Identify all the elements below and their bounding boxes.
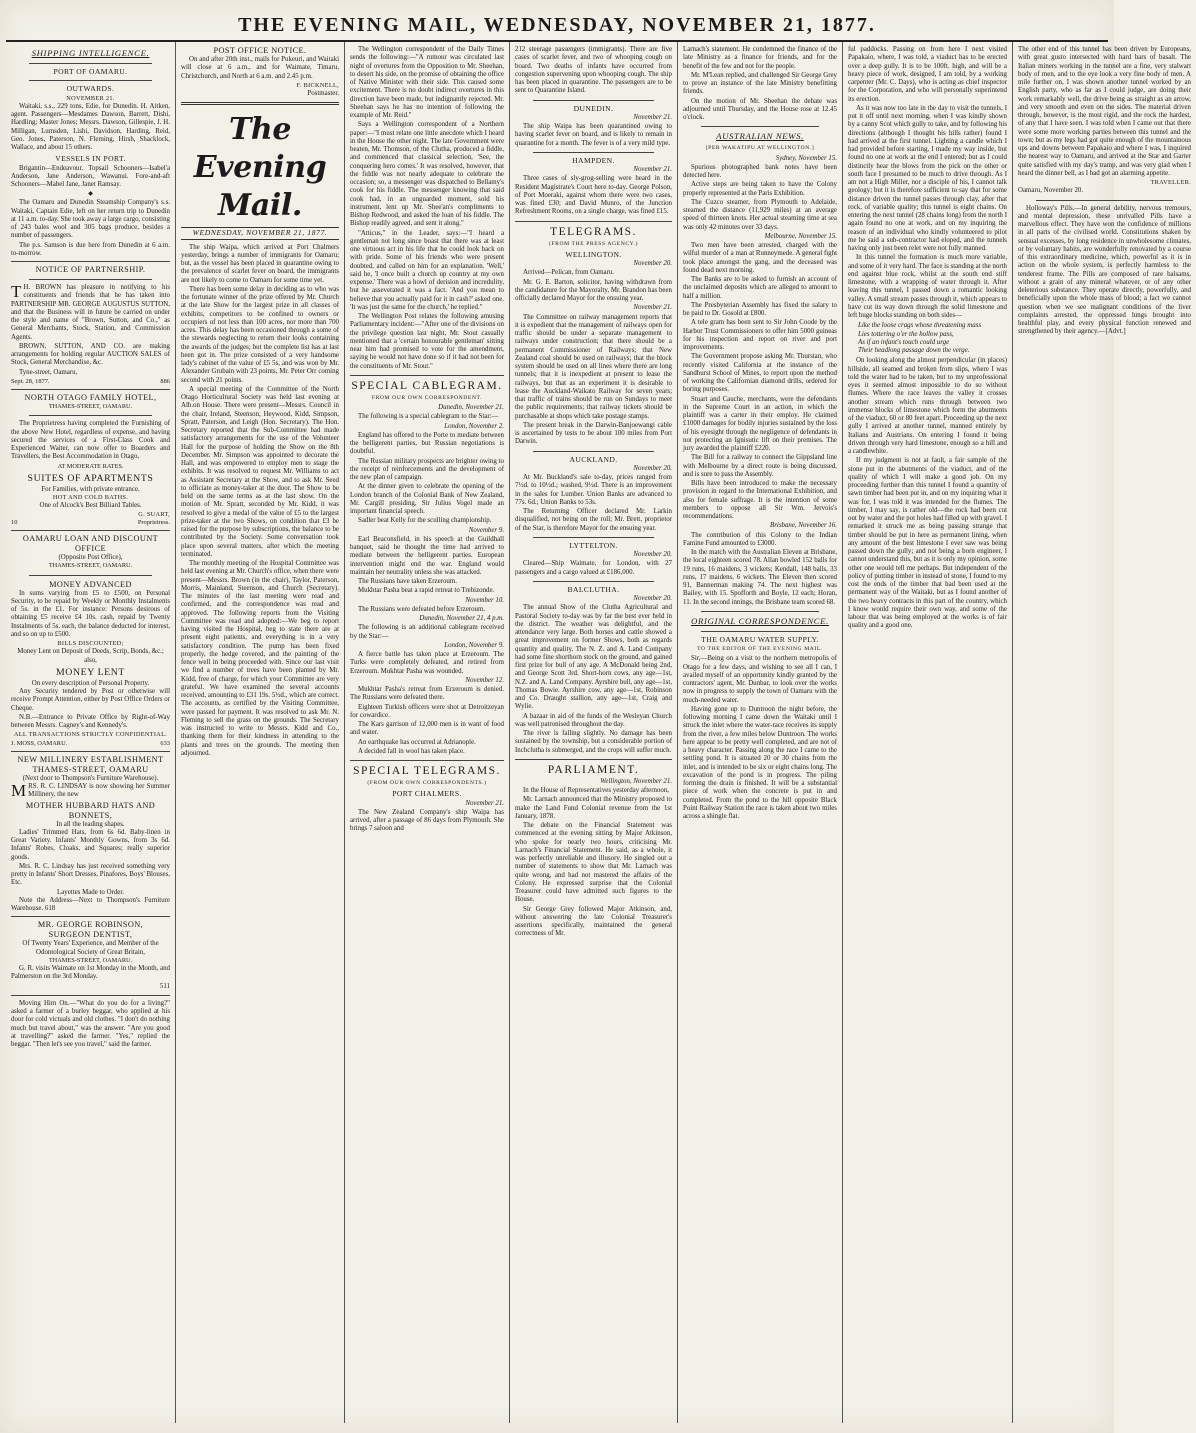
proprietor-footer <box>11 519 170 527</box>
port-chalmers-title: PORT CHALMERS. <box>392 789 462 799</box>
suites-text: For Families, with private entrance. <box>41 485 140 493</box>
london-text: England has offered to the Porte to mediate between the belligerent parties, but Russian negotiations is doubtful. <box>350 431 504 456</box>
signature: TRAVELLER. <box>1150 179 1191 186</box>
column-6 <box>842 42 1012 1423</box>
stuart-text: Stuart and Cauche, merchants, were the defendants in the Supreme Court in an action, in which the plaintiff was a carter in their employ. He claimed £1000 damages for bodily injuries sustained by the loss of his eyesight through the negligence of defendants in not protecting an Ignisutic lift on their premises. The jury awarded the plaintiff £220. <box>683 395 837 452</box>
vessels-heading: VESSELS IN PORT. <box>55 154 126 164</box>
dunedin-date: Dunedin, November 21, 4 p.m. <box>419 615 504 622</box>
baths-text: HOT AND COLD BATHS. <box>52 494 129 501</box>
looking-text: On looking along the almost perpendicular (in places) hillside, all seamed and broken from slips, where I was told the water had to be taken, but to my unprofessional eyes it seemed almost impossible to do so without flumes. Where the race leaves the valley it crosses another stream which runs through between two immense blocks of limestone which form the abutments of the viaduct, 60 or 80 feet apart. Proceeding up the next gully I arrived at another tunnel, manned entirely by Italians and Austrians. On entering I found it being driven through very hard limestone, enough so a hill and a candlewhite. <box>848 357 1007 455</box>
wellington-title: WELLINGTON. <box>565 249 622 259</box>
outwards-heading: OUTWARDS. <box>66 84 115 94</box>
london2-date: London, November 9. <box>444 641 504 649</box>
notice-number: 886 <box>160 377 170 385</box>
hotel-text: The Proprietress having completed the Furnishing of the above New Hotel, regardless of expense, and having secured the services of a First-Class Cook and Experienced Waiter, can now offer to Boarders and Travellers, the Best Accommodation in Otago, <box>11 420 170 461</box>
tunnel-text: As it was now too late in the day to visit the tunnels, I put it off until next morning, when I was kindly shown by a canny Scot which gully to take, and by following his directions (although I thought his hills rather) found I had arrived at the first tunnel. Lighting a candle which I had provided before starting, I made my way inside, but found no one at work at the end I entered; but as I could distinctly hear the blows from the pick on the other or south face I presumed to be much to drive through. As I am not a High Miller, nor a disciple of his, I cannot talk geology; but it is therefore sufficient to say that for some distance driven the tunnel passes through clay, after that rock, of variable quality; this tunnel is eight chains. On entering the next tunnel (28 chains long) from the north I again found no one at work, and on my inquiring the reason of an individual who kindly volunteered to pilot me he said a sub-contractor had eloped, and the tunnels having only just been relet were not fully manned. <box>848 104 1007 252</box>
poem-line: As if an infant's touch could urge <box>858 338 950 346</box>
tunnel-text-2: In this tunnel the formation is much more variable, and some of it very hard. The face is standing at the north end against blue rock, whilst at the south end stiff limestone, with a wrapping of water through it. After leaving this tunnel, I passed down a romantic looking valley. A small stream passes through it, which appears to have cut its way down through the solid limestone and left huge blocks standing on both sides— <box>848 254 1007 319</box>
masthead: THE EVENING MAIL, WEDNESDAY, NOVEMBER 21, 1877. <box>6 6 1108 42</box>
nov9-date: November 9. <box>468 526 504 534</box>
dunedin-date: November 21. <box>633 113 672 121</box>
money-lent-text: On every description of Personal Property. <box>31 679 150 687</box>
poem-line: Their headlong passage down the verge. <box>858 347 970 354</box>
poem-line: Like the loose crags whose threatening mass <box>858 322 981 330</box>
government-text: The Government propose asking Mr. Thurstan, who recently visited California at the instance of the Sandhurst School of Mines, to report upon the method of working the Californian diamond drills, ordered for boring purposes. <box>683 353 837 394</box>
nb-text: N.B.—Entrance to Private Office by Right-of-Way between Messrs. Cagney's and Kennedy's. <box>11 713 170 729</box>
address-body: Note the Address—Next to Thompson's Furniture Warehouse. <box>11 896 170 912</box>
paddocks-text: ful paddocks. Passing on from here I next visited Papakaio, where, I was told, a viaduct has to be erected over a deep gully. It is to be 100ft. high, and will be a heavy piece of work, designed, I am told, by a working carpenter (Mr. C. Days), who is acting as chief inspector for the Corporation, and who will personally superintend its erection. <box>848 46 1007 103</box>
surgeon-title: SURGEON DENTIST, <box>48 930 133 940</box>
banks-text: The Banks are to be asked to furnish an account of the unclaimed deposits which are alleged to amount to half a million. <box>683 276 837 300</box>
telegrams-title: SPECIAL TELEGRAMS. <box>353 765 501 777</box>
earthquake-text: An earthquake has occurred at Adrianople. <box>358 738 476 746</box>
presbyterian-text: The Presbyterian Assembly has fixed the salary to be paid to Dr. Gosold at £800. <box>683 301 837 317</box>
millinery-advert <box>11 751 170 914</box>
divider <box>533 581 654 582</box>
russia-text: The Russian military prospects are brighter owing to the receipt of reinforcements and the development of the new plan of campaign. <box>350 457 504 481</box>
auckland-text: At Mr. Buckland's sale to-day, prices ranged from 7½d. to 10½d.; washed, 9½d. There is an improvement in the sales for Lumber. Union Banks are advanced to 77s. 6d.; Union Banks to 53s. <box>515 474 672 506</box>
money-advanced: MONEY ADVANCED <box>49 579 132 589</box>
proprietor-role: Proprietress. <box>137 518 170 526</box>
fierce-text: A fierce battle has taken place at Erzeroum. The Turks were completely defeated, and retired from Erzeroum. Mukhtar Pasha was wounded. <box>350 651 504 675</box>
signature-date: Oamaru, November 20. <box>1018 187 1084 195</box>
turkish-text: Eighteen Turkish officers were shot at Detroitzeyan for cowardice. <box>350 703 504 719</box>
engineer-text: If my judgment is not at fault, a fair sample of the stone put in the abutments of the viaduct, and of the quality of which I will make a good job. On my proceeding further than this tunnel I found a quantity of sawn timber had been put in, and on my inquiring what it was for, I was told it was intended for the flumes. The timber, I may say, is rather old—the rock had been cut out by water and the pot holes had filled up with gravel. I remarked it struck me as being passing strange that timber should be put in here as permanent lining, when any amount of the best limestone I ever saw was being passed down the gully; and not being a born engineer, I cannot understand this, but as it is only my opinion, some other one would tell me perhaps. But independent of the policy of putting timber in instead of stone, I found to my cost the ends of the timber that had been used at the permanent way of the Waitaki, but as I found another of the two heavy contracts in this part of the country, which I know would require their own way, and some of the labour that was being employed at the works is of fair quality and a good one. <box>848 457 1007 630</box>
australian-news-title: AUSTRALIAN NEWS. <box>716 131 804 142</box>
pelican-text: Arrived—Pelican, from Oamaru. <box>523 269 615 277</box>
steps-text: Active steps are being taken to have the Colony properly represented at the Paris Exhibition. <box>683 181 837 197</box>
sydney-date: Sydney, November 15. <box>775 154 837 162</box>
divider <box>701 631 819 632</box>
post-title: POST OFFICE NOTICE. <box>213 46 307 55</box>
telegrams-sub: (FROM OUR OWN CORRESPONDENTS.) <box>367 780 487 786</box>
loan-text: In sums varying from £5 to £500, on Personal Security, to be repaid by Weekly or Monthly Instalments of 5s. in the £1. For instance: Persons desirous of obtaining £5 receive £4 10s. cash, repaid by Twenty Instalments of 5s. each, the balance deducted for interest, and so on up to £500. <box>11 589 170 638</box>
loan-sub: (Opposite Post Office), <box>58 554 123 561</box>
loan-street: THAMES-STREET, OAMARU. <box>48 562 133 570</box>
steerage-text: 212 steerage passengers (immigrants). There are five cases of scarlet fever, and two of whooping cough on board. Two deaths of infants have occurred from congestion supervening upon whooping cough. The ship has been placed in quarantine. The passengers are to be sent to Quarantine Island. <box>515 46 672 95</box>
parliament-intro: In the House of Representatives yesterday afternoon, <box>523 787 669 794</box>
post-sign: F. BICKNELL, <box>296 81 339 89</box>
divider <box>701 611 819 612</box>
divider <box>29 575 152 576</box>
hubbard-title: MOTHER HUBBARD HATS AND BONNETS, <box>25 800 156 820</box>
post-text: On and after 20th inst., mails for Pukeuri, and Waitaki will close at 6 a.m., and for Waimate, Timaru, Christchurch, and North at 6 a.m. and 2.45 p.m. <box>181 56 339 80</box>
column-3 <box>344 42 509 1423</box>
notice-body: H. BROWN has pleasure in notifying to his constituents and friends that he has taken into PARTNERSHIP MR. GEORGE AUGUSTUS SUTTON, and that the Business will in future be carried on under the style and name of "Brown, Sutton, and Co.," as General Merchants, Stock, Station, and Commission Agents. <box>11 284 170 341</box>
samson-text: The p.s. Samson is due here from Dunedin at 6 a.m. to-morrow. <box>11 241 170 257</box>
auckland-title: AUCKLAND. <box>569 454 618 464</box>
kars2-text: The Kars garrison of 12,000 men is in want of food and water. <box>350 721 504 737</box>
mail-date: WEDNESDAY, NOVEMBER 21, 1877. <box>181 227 339 239</box>
lindsay-text: Mrs. R. C. Lindsay has just received something very pretty in Infants' Short Dresses, Pinafores, Boys' Blouses, Etc. <box>11 862 170 887</box>
correspondence-title: ORIGINAL CORRESPONDENCE. <box>691 615 829 626</box>
lyttelton-text: Cleared—Ship Waimate, for London, with 27 passengers and a cargo valued at £186,000. <box>515 560 672 576</box>
nov12-date: November 12. <box>465 676 504 684</box>
tables-text: One of Alcock's Best Billiard Tables. <box>39 502 142 510</box>
address-number: 618 <box>44 905 56 912</box>
defeated-text: The Russians were defeated before Erzeroum. <box>358 605 486 613</box>
robinson-visits: G. R. visits Waimate on 1st Monday in the Month, and Palmerston on the 3rd Monday. <box>11 965 170 981</box>
robinson-title <box>11 920 170 930</box>
hubbard-sub: In all the leading shapes. <box>56 820 125 828</box>
larnach-text: Larnach's statement. He condemned the finance of the late Ministry as a finance for friends, and for the benefit of the few and not for the people. <box>683 46 837 70</box>
poem-line: Lies tottering o'er the hollow pass, <box>858 330 954 338</box>
grey-text: Sir George Grey followed Major Atkinson, and, without answering the late Colonial Treasurer's assertions specifically, maintained the general correctness of Mr. <box>515 905 672 938</box>
outwards-text: Waitaki, s.s., 229 tons, Edie, for Dunedin. H. Aitken, agent. Passengers—Mesdames Dawson, Barrett, Dishi, Hardling; Master Jones; Messrs. Dawson, Gillespie, J. H. Milligan, Lumsden, Lishi, Davidson, Harding, Reid, Geo. Jones, Paterson, N. Fleming, Hirsh, Shacklock, Wallace, and about 15 others. <box>11 102 170 151</box>
water-supply-title: THE OAMARU WATER SUPPLY. <box>701 634 819 644</box>
australian-news-sub: [PER WAKATIPU AT WELLINGTON.] <box>705 145 815 152</box>
hospital-text: The monthly meeting of the Hospital Committee was held last evening at Mr. Church's office, when there were present—Messrs. Brown (in the chair), Taylor, Paterson, Morris, Mainland, Steenson, and Church (Secretary). The minutes of the last meeting were read and confirmed, and the correspondence was read and approved. The following reports from the Visiting Committee was read and adopted:—We beg to report having visited the Hospital, beg to state there are at present eight patients, and everything is in a very satisfactory condition. The pump has been fixed properly, the hedge covered, and the painting of the fence well in being proceeded with. Since our last visit we find a number of trees have been planted by Mr. Kidd, free of charge, for which your Committee are very grateful. We have examined the several accounts received, amounting to £31 19s. 5½d., which are correct. The accounts, as certified by the Visiting Committee, were passed for payment. It was resolved to ask Mr. N. Fleming to sell the grass on the grounds. The Secretary was instructed to write to Messrs. Kidd and Co., thanking them for their kindness in attending to the plants and trees on the grounds. The meeting then adjourned. <box>181 560 339 757</box>
robinson-dropcap: M <box>37 920 46 930</box>
nov10-date: November 10. <box>465 596 504 604</box>
divider <box>11 995 170 996</box>
port-chalmers-text: The New Zealand Company's ship Waipa has arrived, after a passage of 86 days from Plymouth. She brings 7 saloon and <box>350 808 504 833</box>
telegrams-sub: (FROM THE PRESS AGENCY.) <box>548 240 639 247</box>
layettes-text: Layettes Made to Order. <box>57 888 124 896</box>
vessels-text: Brigantin—Endeavour. Topsail Schooners—Isabel'a Anderson, Jane Anderson, Wawanui. Fore-and-aft Schooners—Mabel Jane, Janet Ramsay. <box>11 164 170 188</box>
notice-text <box>11 284 170 342</box>
divider <box>533 100 654 101</box>
divider <box>533 451 654 452</box>
divider <box>29 80 152 81</box>
divider <box>533 537 654 538</box>
hampden-text: Three cases of sly-grog-selling were heard in the Resident Magistrate's Court here to-day. George Polson, of Port Moeraki, against whom there were two cases, was fined £30; and David Munro, of the Junction Refreshment Rooms, on a single charge, was fined £15. <box>515 175 672 216</box>
notice-advert <box>11 261 170 386</box>
confidential-text: ALL TRANSACTIONS STRICTLY CONFIDENTIAL. <box>13 731 168 739</box>
darwin-text: The present break in the Darwin-Banjoewangi cable is ascertained by tests to be about 100 miles from Port Darwin. <box>515 421 672 446</box>
notice-footer <box>11 378 170 386</box>
cablegram-sub: FROM OUR OWN CORRESPONDENT. <box>371 394 483 401</box>
lyttelton-title: LYTTELTON. <box>569 540 618 550</box>
bills-text: Money Lent on Deposit of Deeds, Scrip, Bonds, &c.; also, <box>17 648 164 664</box>
kars-text: The Russians have taken Erzeroum. <box>358 578 457 585</box>
outwards-date: NOVEMBER 21. <box>66 94 115 102</box>
hotel-street: THAMES-STREET, OAMARU. <box>48 403 133 410</box>
special-meeting-text: A special meeting of the Committee of the North Otago Horticultural Society was held last evening at Alb.on House. There were present—Messrs. Council in the chair, Ireland, Steenson, Heywood, Kidd, Simpson, Spratt, Paterson, and Leigh (Hon. Secretary). The Hon. Secretary reported that the Sub-Committee had made satisfactory arrangements for the use of the Volunteer Hall for the purpose of holding the Show on the 8th December. Mr. Simpson was appointed to decorate the Hall, and was empowered to employ men to stage the exhibits. It was resolved to request Mr. Williams to act as Assistant Secretary at the Show, and to ask Mr. Seed to officiate as money-taker at the door. The Show to be held on the same terms as at the last show. On the motion of Mr. Spratt, seconded by Mr. Kidd, it was resolved to give a medal of the value of £5 to the largest prize-taker at the two Shows, on condition that £3 be raised for the purpose by subscriptions, the balance to be contributed by the Society. Some conversation took place upon several matters, after which the meeting terminated. <box>181 385 339 558</box>
port-heading: PORT OF OAMARU. <box>53 67 128 76</box>
hotel-rates: AT MODERATE RATES. <box>57 462 124 470</box>
loan-title: OAMARU LOAN AND DISCOUNT OFFICE <box>22 534 159 553</box>
cuzco-text: The Cuzco steamer, from Plymouth to Adelaide, steamed the distance (11,929 miles) at an average speed of thirteen knots. Her actual steaming time at sea was only 42 minutes over 33 days. <box>683 198 837 231</box>
water-text-2: Having gone up to Duntroon the night before, the following morning I came down the Waitaki until I struck the inlet where the water-race receives its supply from the river, a few miles below Duntroon. The works here appear to be pretty well completed, and are not of a heavy character. Passing along the race I came to the settling pond. It is situated 20 or 30 chains from the inlet, and is intended to be six or eight chains long. The excavation of the pond is in progress. The piling forming the drain is finished. It will be a substantial piece of work when the concrete is put in and completed. From the pond to the hill opposite Black Point Railway Station the race is taken about two miles across a shingle flat. <box>683 705 837 820</box>
robinson-advert <box>11 916 170 991</box>
parliament-date: Wellington, November 21. <box>600 777 672 785</box>
millinery-text <box>11 783 170 800</box>
column-4 <box>509 42 677 1423</box>
oamaru-text: The Oamaru and Dunedin Steamship Company's s.s. Waitaki, Captain Edie, left on her return trip to Dunedin at 11 a.m. to-day. She took away a large cargo, consisting of 243 bales wool and 305 bags produce, besides a number of passengers. <box>11 199 170 240</box>
beaconsfield-text: Earl Beaconsfield, in his speech at the Guildhall banquet, said he thought the time had arrived to mediate between the belligerent parties. European intervention might end the war. England would maintain her neutrality unless she was attacked. <box>350 535 504 576</box>
mukhtar-text: Mukhtar Pasha beat a rapid retreat to Trebizonde. <box>358 587 495 595</box>
notice-address: Tyne-street, Oamaru, <box>19 368 78 376</box>
dunedin-text: The ship Waipa has been quarantined owing to having scarlet fever on board, and is likely to remain in quarantine for a month. The fever is of a very mild type. <box>515 123 672 147</box>
security-text: Any Security tendered by Post or otherwise will receive Prompt Attention, either by Post Office Orders or Cheque. <box>11 688 170 712</box>
millinery-dropcap: M <box>11 781 27 800</box>
wellington-date: November 20. <box>633 260 672 267</box>
hampden-title: HAMPDEN. <box>572 155 615 165</box>
notice-text-2: BROWN, SUTTON, AND CO. are making arrangements for holding regular AUCTION SALES of Stock, General Merchandise, &c. <box>11 342 170 367</box>
proprietor-name: G. SUART, <box>138 510 170 518</box>
moss-number: 633 <box>160 739 170 747</box>
railway-text: The Committee on railway management reports that it is expedient that the management of railways open for traffic should be under a separate management to railways under construction; that there should be a permanent Commissioner of Railways; that New Zealand coal should be used on railways; that the block system should be used on all lines where there are long tunnels; that it is inexpedient at present to lease the railways, but that as an experiment it is desirable to lease the Auckland-Waikato Railway for seven years; that traffic of trains should be run on Sundays to meet the public requirements; that railway tickets should be purchasable at shops which take postage stamps. <box>515 313 672 420</box>
cable-date: Dunedin, November 21. <box>438 404 504 411</box>
column-2 <box>175 42 344 1423</box>
wellington-post-text: The Wellington Post relates the following amusing Parliamentary incident:—"After one of the divisions on the privilege question last night, Mr. Stout casually mentioned that a 'certain honourable gentleman' sitting near him had promised to vote for the amendment, saying he would not have done so if it had not been for the constituents of Mr. Stout." <box>350 313 504 370</box>
melbourne-text: Two men have been arrested, charged with the wilful murder of a man at Runneymede. A general fight took place amongst the gang, and the deceased was found dead next morning. <box>683 242 837 274</box>
divider <box>350 760 504 761</box>
divider <box>515 221 672 222</box>
brisbane-date: Brisbane, November 16. <box>770 522 837 530</box>
suites-title: SUITES OF APARTMENTS <box>27 472 154 484</box>
barton-text: Mr. G. E. Barton, solicitor, having withdrawn from the candidature for the Mayoralty, Mr. Brandon has been officially declared Mayor for the ensuing year. <box>515 278 672 302</box>
address-text <box>11 897 170 914</box>
bill-text: The Bill for a railway to connect the Gippsland line with Melbourne by a direct route is being discussed, and is sure to pass the Assembly. <box>683 454 837 478</box>
editor-sub: TO THE EDITOR OF THE EVENING MAIL. <box>697 646 823 652</box>
cablegram-title: SPECIAL CABLEGRAM. <box>351 379 503 392</box>
notice-date: Sept. 28, 1877. <box>11 377 50 385</box>
column-5 <box>677 42 842 1423</box>
money-lent-title: MONEY LENT <box>55 666 126 678</box>
cable-intro: The following is a special cablegram to the Star:— <box>358 413 499 421</box>
shipping-title: SHIPPING INTELLIGENCE. <box>31 48 150 58</box>
match-text: In the match with the Australian Eleven at Brisbane, the local eighteen scored 78. Allan bowled 152 balls for 19 runs, 16 maidens, 3 wickets; Kendall, 148 balls, 33 runs, 17 maidens, 6 wickets. The Eleven then scored 91, Bannerman making 74. The next highest was Bailey, with 15. Spofforth and Boyle, 12 each; Horan, 11. In the second innings, the Brisbane team scored 68. <box>683 549 837 606</box>
columns <box>6 42 1191 1423</box>
divider <box>350 375 504 376</box>
wellington-corr-text: The Wellington correspondent of the Daily Times sends the following:—"A rumour was circulated last night of overtures from the Opposition to Mr. Sheehan, to desert his side, on the promise of obtaining the office of Native Minister with their side. This caused some excitement. There is no doubt indirect overtures in this direction have been made, but indignantly rejected. Mr. Sheehan says he has no intention of following the example of Mr. Reid." <box>350 46 504 119</box>
robinson-text: Of Twenty Years' Experience, and Member of the Odontological Society of Great Britain, <box>22 940 159 956</box>
parliament-title: PARLIAMENT. <box>547 763 640 776</box>
mclean-text: Mr. M'Lean replied, and challenged Sir George Grey to prove an instance of the late Ministry benefitting friends. <box>683 71 837 96</box>
dinner-text: At the dinner given to celebrate the opening of the London branch of the Colonial Bank of New Zealand, Mr. Cargill presiding, Sir Julius Vogel made an important financial speech. <box>350 483 504 515</box>
divider <box>29 415 152 416</box>
millinery-body: RS. R. C. LINDSAY is now showing her Summer Millinery, the new <box>28 783 170 799</box>
dunedin-text: The following is an additional cablegram received by the Star:— <box>350 624 504 640</box>
divider <box>29 63 152 64</box>
fiddle-text: Says a Wellington correspondent of a Northern paper:—"I must relate one little anecdote which I heard in the House the other night. The late Government were beaten, Mr. Thomson, of the Clutha, produced a fiddle, and commenced that classical selection, 'See, the conquering hero comes.' It was resolved, however, that the fiddle was not nearly adequate to celebrate the occasion; so, a messenger was dispatched to Bellamy's cook for his fiddle. The messenger knowing that said cook had, in an unguarded moment, sold his instrument, lent up Mr. Shee'an's compliments to Bishop Redwood, and asked the loan of his fiddle. The Bishop readily agreed, and sent it along." <box>350 121 504 228</box>
poem <box>848 322 1007 355</box>
london-date: London, November 2. <box>444 422 504 430</box>
nov21-date: November 21. <box>633 304 672 312</box>
sadler-text: Sadler beat Kelly for the sculling championship. <box>358 517 492 525</box>
port-chalmers-date: November 21. <box>465 799 504 807</box>
hotel-title: NORTH OTAGO FAMILY HOTEL, <box>24 393 157 402</box>
divider <box>701 126 819 127</box>
moss-footer <box>11 740 170 748</box>
moss-name: J. MOSS, OAMARU. <box>11 739 68 747</box>
robinson-number: 511 <box>159 982 170 990</box>
delay-text: There has been some delay in deciding as to who was the fortunate winner of the prize offered by Mr. Church at the late Show for the largest prize in all classes of exhibits, competitors to be confined to owners or occupiers of not less than 100 acres, nor more than 700 acres. This delay has been occasioned through a some of the stewards neglecting to return their looks containing the awards of the judges; but the complete list has at last been got in. The prize consisted of a very handsome lady's cabinet of the value of £5 5s, and was won by Mr. Alexander Grubain with 23 points, Mr. Peter Orr coming second with 21 points. <box>181 285 339 384</box>
holloway-text: Holloway's Pills.—In general debility, nervous tremours, and mental depression, these unrivalled Pills have a marvellous effect. They have won the confidence of millions in all parts of the civilised world. Constitutions shaken by sensual excesses, by long residence in unwholesome climates, or by voluntary habits, are wonderfully renovated by a course of this extraordinary medicine, which, powerful as it is in action on the whole system, is perfectly harmless to the tenderest frame. The Pills are composed of rare balsams, without a grain of any mineral whatever, or of any other deleterious substance. They operate directly, powerfully, and beneficially upon the whole mass of blood; a fact we cannot question when we see malignant conditions of the liver complaints arrested, the oppressed lungs brought into healthful play, and every physical function renewed and strengthened by their agency.—[Advt.] <box>1018 204 1191 336</box>
bills-title: BILLS DISCOUNTED; <box>57 640 124 647</box>
proprietor-number: 10 <box>11 518 18 526</box>
bazaar-text: A bazaar in aid of the funds of the Wesleyan Church was well patronised throughout the day. <box>515 712 672 728</box>
river-text: The river is falling slightly. No damage has been sustained by the township, but a considerable portion of Inchclutha is submerged, and the crops will suffer much. <box>515 730 672 754</box>
telegrams-title: TELEGRAMS. <box>550 225 637 238</box>
larkin-text: The Returning Officer declared Mr. Larkin disqualified, not being on the roll; Mr. Brett, proprietor of the Star, is therefore Mayor for the ensuing year. <box>515 508 672 532</box>
dunedin-title: DUNEDIN. <box>573 103 614 113</box>
balclutha-date: November 20. <box>633 595 672 602</box>
robinson-street: THAMES-STREET, OAMARU. <box>48 956 133 964</box>
millinery-title: NEW MILLINERY ESTABLISHMENT THAMES-STREET, OAMARU <box>17 754 164 774</box>
divider <box>515 759 672 760</box>
melbourne-date: Melbourne, November 15. <box>764 232 837 240</box>
divider <box>1036 200 1173 201</box>
auckland-date: November 20. <box>633 464 672 472</box>
mukhtar2-text: Mukhtar Pasha's retreat from Erzeroum is denied. The Russians were defeated there. <box>350 686 504 702</box>
divider <box>181 102 339 105</box>
mail-title: The Evening Mail. <box>193 112 327 224</box>
water-text: Sir,—Being on a visit to the northern metropolis of Otago for a few days, and wishing to see all I can, I availed myself of an opportunity kindly granted by the contractors' agent, Mr. Dunbar, to look over the works now in progress to supply the town of Oamaru with the much-needed water. <box>683 655 837 704</box>
divider <box>29 279 152 280</box>
sydney-text: Spurious photographed bank notes have been detected here. <box>683 163 837 179</box>
millinery-sub: (Next door to Thompson's Furniture Warehouse). <box>22 774 159 782</box>
notice-title: NOTICE OF PARTNERSHIP. <box>35 265 146 274</box>
debate-text: The debate on the Financial Statement was commenced at the evening sitting by Major Atkinson, who spoke for nearly two hours, criticising Mr. Larnach's Financial Statement. He said, as a whole, it was perfectly unreliable and illusory. He singled out a number of statements to show that Mr. Larnach was quite wrong, and had not mastered the affairs of the Colony. He expressed surprise that the Colonial Treasurer could have admitted such figures to the House. <box>515 822 672 904</box>
fall-text: A decided fall in wool has taken place. <box>358 747 465 755</box>
column-1 <box>6 42 175 1423</box>
atticus-text: "Atticus," in the Leader, says:—"I heard a gentleman not long since boast that there was at least one virtuous act in his life that he could look back on with pride. Some of his friends who were present doubted, and called on him for an explanation. 'Well,' said he, 'I once built a church up country at my own expense.' There was a howl of derision and incredulity, but he asseverated it was a fact. 'And you mean to believe that you actually paid for it in cash?' asked one. 'It was just the same for the church,' he replied." <box>350 229 504 311</box>
notice-dropcap: T <box>11 282 22 301</box>
column-7 <box>1012 42 1196 1423</box>
loan-advert <box>11 530 170 748</box>
balclutha-text: The annual Show of the Clutha Agricultural and Pastoral Society to-day was by far the best ever held in the district. The weather was delightful, and the attendance very large. Both horses and cattle showed a great improvement on former Shows, both as regards quantity and quality. The N. Z. and A. Land Company had some fine shorthorn stock on the ground, and gained first prize for bull of any age. A McDonald being 2nd, and George Scott 3rd. Short-horn cows, any age—1st, N.Z. and A. Land Company. Ayrshire bull, any age—1st, Thomas Bowie. Ayrshire cow, any age—1st, Robinson and Co. Draught stallion, any age—1st, Craig and Wylie. <box>515 604 672 711</box>
post-role: Postmaster. <box>307 90 339 97</box>
bills-text: Bills have been introduced to make the necessary provision in regard to the International Exhibition, and also for female suffrage. It is the intention of some members to oppose all Sir Wm. Jervois's recommendations. <box>683 480 837 520</box>
brisbane-text: The contribution of this Colony to the Indian Famine Fund amounted to £3000. <box>683 531 837 547</box>
italian-text: The other end of this tunnel has been driven by Europeans, with great gusto intersected with hard bars of basalt. The Italian miners working in the tunnel are a fine, very stalwart body of men, and to the eye look a very fine body of men. A mile further on, I was shown another tunnel worked by an English party, who as far as I could judge, are doing their work remarkably well, the drive being as straight as an arrow, and very smooth and even on the sides. The material driven through, however, is the most rigid, and the rock the hardest, of any that I have seen. I was told when I came out that there were some more working parties between this tunnel and the town; but as my legs had got quite enough of the mountainous ups and downs between Papakaio and where I was, I inquired the nearest way to Oamaru, and arrived at the Star and Garter quite satisfied with my day's tramp, and was very glad when I heard the dinner bell, as I had got an alarming appetite. <box>1018 46 1191 177</box>
waipa-text: The ship Waipa, which arrived at Port Chalmers yesterday, brings a number of immigrants for Oamaru; but, as the vessel has been placed in quarantine owing to the prevalence of scarlet fever on board, the immigrants are not likely to come to Oamaru for some time yet. <box>181 243 339 284</box>
lyttelton-date: November 20. <box>633 551 672 558</box>
motion-text: On the motion of Mr. Sheehan the debate was adjourned until Thursday, and the House rose at 12.45 o'clock. <box>683 97 837 121</box>
balclutha-title: BALCLUTHA. <box>567 584 620 594</box>
parliament-text: Mr. Larnach announced that the Ministry proposed to make the Land Fund Colonial revenue from the 1st January, 1878. <box>515 796 672 820</box>
ornament: ◆ <box>88 191 93 198</box>
ladies-text: Ladies' Trimmed Hats, from 6s 6d. Baby-linen in Great Variety. Infants' Monthly Gowns, from 3s 6d. Infants' Robes, Cloaks, and Squares; really superior goods. <box>11 828 170 861</box>
robinson-name: R. GEORGE ROBINSON, <box>45 920 144 930</box>
telegram-coode-text: A tele gram has been sent to Sir John Coode by the Harbor Trust Commissioners to offer him 5000 guineas for his inspection and report on river and port improvements. <box>683 319 837 351</box>
hotel-advert <box>11 389 170 527</box>
moving-text: Moving Him On.—"What do you do for a living?" asked a farmer of a burley beggar, who applied at his door for cold victuals and old clothes. "I don't do nothing much but travel about," was the answer. "Are you good at travelling?" asked the farmer. "Yes," replied the beggar. "Then let's see you travel," said the farmer. <box>11 999 170 1048</box>
divider <box>533 152 654 153</box>
hampden-date: November 21. <box>633 166 672 173</box>
